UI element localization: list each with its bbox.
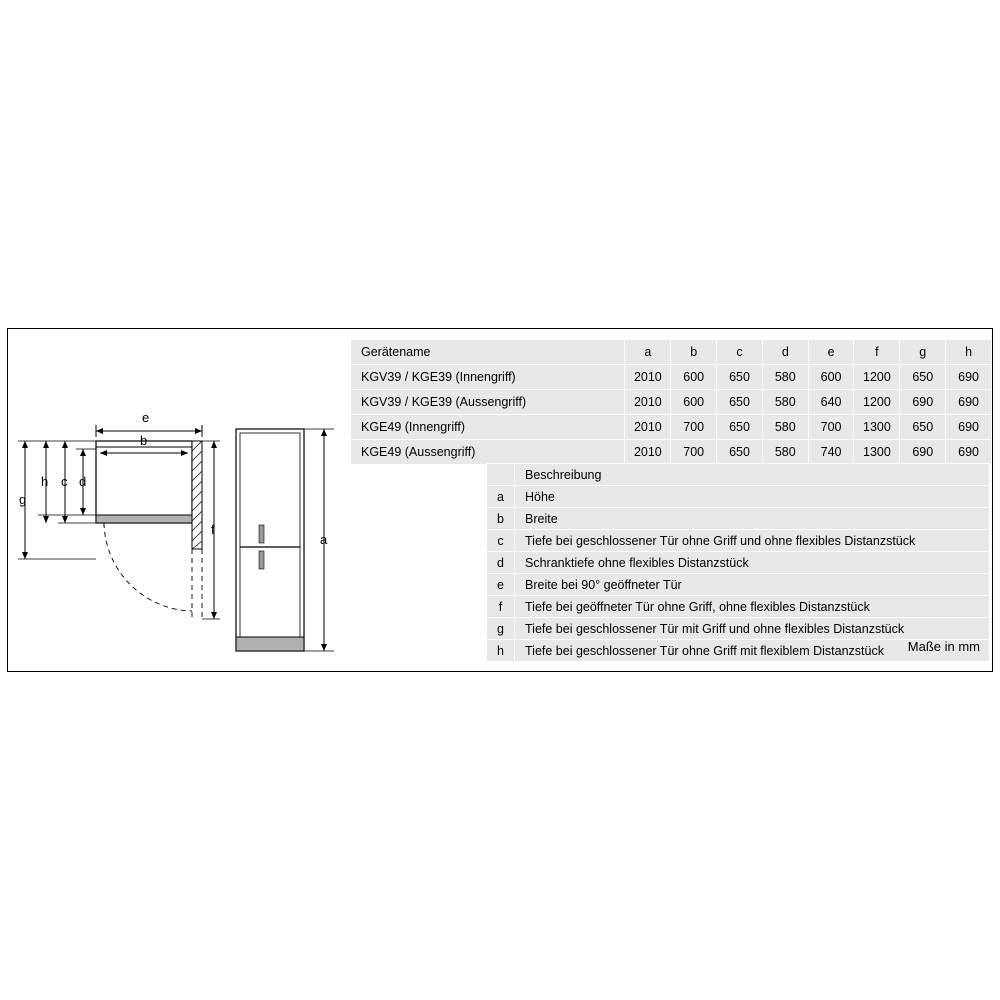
cell-name: KGE49 (Innengriff): [351, 415, 625, 440]
cell-h: 690: [946, 365, 992, 390]
column-header-d: d: [762, 340, 808, 365]
column-header-e: e: [808, 340, 854, 365]
cell-b: 600: [671, 365, 717, 390]
legend-desc-g: Tiefe bei geschlossener Tür mit Griff und ohne flexibles Distanzstück: [515, 618, 990, 640]
cell-name: KGV39 / KGE39 (Aussengriff): [351, 390, 625, 415]
cell-g: 690: [900, 440, 946, 465]
legend-row-b: [487, 508, 990, 530]
cell-f: 1200: [854, 390, 900, 415]
legend-desc-d: Schranktiefe ohne flexibles Distanzstück: [515, 552, 990, 574]
legend-key-e: e: [487, 574, 515, 596]
appliance-dimension-drawing: [8, 329, 348, 671]
dim-label-f: f: [211, 522, 215, 537]
legend-desc-c: Tiefe bei geschlossener Tür ohne Griff und ohne flexibles Distanzstück: [515, 530, 990, 552]
legend-row-f: [487, 596, 990, 618]
column-header-c: c: [717, 340, 763, 365]
cell-h: 690: [946, 440, 992, 465]
cell-e: 740: [808, 440, 854, 465]
table-header-row: [351, 340, 992, 365]
table-row: [351, 390, 992, 415]
table-row: [351, 365, 992, 390]
cell-c: 650: [717, 365, 763, 390]
cell-name: KGE49 (Aussengriff): [351, 440, 625, 465]
dim-label-d: d: [79, 474, 87, 489]
legend-row-d: [487, 552, 990, 574]
cell-g: 650: [900, 365, 946, 390]
cell-a: 2010: [625, 365, 671, 390]
cell-f: 1300: [854, 415, 900, 440]
cell-a: 2010: [625, 440, 671, 465]
legend-row-g: [487, 618, 990, 640]
cell-a: 2010: [625, 415, 671, 440]
cell-a: 2010: [625, 390, 671, 415]
legend-header-key: [487, 464, 515, 486]
legend-key-h: h: [487, 640, 515, 662]
column-header-b: b: [671, 340, 717, 365]
cell-h: 690: [946, 390, 992, 415]
table-row: [351, 415, 992, 440]
table-row: [351, 440, 992, 465]
dim-label-a: a: [320, 532, 328, 547]
legend-row-c: [487, 530, 990, 552]
cell-f: 1300: [854, 440, 900, 465]
legend-key-f: f: [487, 596, 515, 618]
dim-label-g: g: [19, 492, 27, 507]
cell-c: 650: [717, 390, 763, 415]
legend-desc-b: Breite: [515, 508, 990, 530]
legend-desc-a: Höhe: [515, 486, 990, 508]
column-header-g: g: [900, 340, 946, 365]
column-header-h: h: [946, 340, 992, 365]
diagram-frame: [7, 328, 993, 672]
legend-desc-f: Tiefe bei geöffneter Tür ohne Griff, ohne flexibles Distanzstück: [515, 596, 990, 618]
cell-d: 580: [762, 440, 808, 465]
cell-d: 580: [762, 415, 808, 440]
legend-desc-e: Breite bei 90° geöffneter Tür: [515, 574, 990, 596]
legend-row-e: [487, 574, 990, 596]
legend-row-a: [487, 486, 990, 508]
cell-h: 690: [946, 415, 992, 440]
legend-header-row: [487, 464, 990, 486]
dim-label-h: h: [41, 474, 49, 489]
cell-name: KGV39 / KGE39 (Innengriff): [351, 365, 625, 390]
drawing-svg: [8, 329, 348, 671]
cell-g: 650: [900, 415, 946, 440]
dimension-table: [350, 339, 992, 465]
legend-key-g: g: [487, 618, 515, 640]
column-header-f: f: [854, 340, 900, 365]
legend-key-c: c: [487, 530, 515, 552]
legend-key-d: d: [487, 552, 515, 574]
cell-c: 650: [717, 440, 763, 465]
dim-label-b: b: [140, 433, 148, 448]
legend-desc-h: Tiefe bei geschlossener Tür ohne Griff mit flexiblem Distanzstück: [515, 640, 990, 662]
cell-f: 1200: [854, 365, 900, 390]
cell-g: 690: [900, 390, 946, 415]
unit-note: Maße in mm: [907, 639, 980, 654]
cell-e: 640: [808, 390, 854, 415]
cell-e: 700: [808, 415, 854, 440]
cell-d: 580: [762, 390, 808, 415]
legend-key-a: a: [487, 486, 515, 508]
cell-b: 600: [671, 390, 717, 415]
cell-c: 650: [717, 415, 763, 440]
legend-header-description: Beschreibung: [515, 464, 990, 486]
cell-d: 580: [762, 365, 808, 390]
cell-b: 700: [671, 440, 717, 465]
cell-e: 600: [808, 365, 854, 390]
column-header-a: a: [625, 340, 671, 365]
legend-key-b: b: [487, 508, 515, 530]
column-header-name: Gerätename: [351, 340, 625, 365]
dim-label-c: c: [61, 474, 68, 489]
cell-b: 700: [671, 415, 717, 440]
legend-table: [486, 463, 990, 662]
dim-label-e: e: [142, 410, 150, 425]
